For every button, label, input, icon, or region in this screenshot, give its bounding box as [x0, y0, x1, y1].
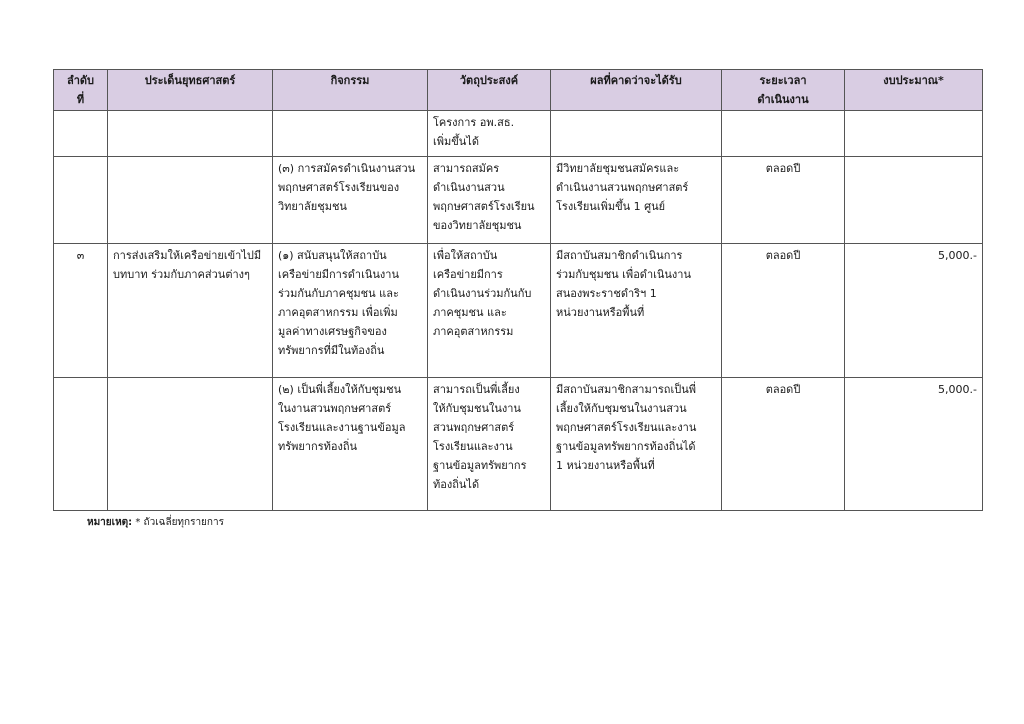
- cell-text-line: ดำเนินงานร่วมกันกับ: [433, 287, 532, 300]
- cell-text-line: การส่งเสริมให้เครือข่ายเข้าไปมี: [113, 249, 262, 262]
- cell-text-line: สามารถเป็นพี่เลี้ยง: [433, 383, 520, 396]
- cell-text-line: กิจกรรม: [330, 74, 370, 87]
- cell-text-line: ดำเนินงาน: [757, 93, 809, 106]
- footnote: [87, 515, 224, 530]
- cell-text-line: ดำเนินงานสวน: [433, 181, 505, 194]
- cell-text-line: ทรัพยากรท้องถิ่น: [278, 440, 358, 453]
- cell-text-line: มีสถาบันสมาชิกดำเนินการ: [556, 249, 683, 262]
- cell-time: ตลอดปี: [722, 244, 845, 378]
- header-result: [551, 70, 722, 111]
- cell-no: [54, 111, 108, 157]
- cell-text-line: สนองพระราชดำริฯ 1: [556, 287, 657, 300]
- header-time: [722, 70, 845, 111]
- cell-text-line: ฐานข้อมูลทรัพยากร: [433, 459, 527, 472]
- cell-budget: [845, 157, 983, 244]
- cell-text-line: ของวิทยาลัยชุมชน: [433, 219, 522, 232]
- cell-text-line: พฤกษศาสตร์โรงเรียนของ: [278, 181, 400, 194]
- cell-text-line: ท้องถิ่นได้: [433, 478, 480, 491]
- footnote-label: หมายเหตุ:: [87, 517, 133, 528]
- cell-objective: [428, 244, 551, 378]
- cell-text-line: โรงเรียนเพิ่มขึ้น 1 ศูนย์: [556, 200, 666, 213]
- cell-time: ตลอดปี: [722, 378, 845, 511]
- table-row: [54, 157, 983, 244]
- table-row: [54, 111, 983, 157]
- cell-text-line: เครือข่ายมีการดำเนินงาน: [278, 268, 399, 281]
- header-budget: [845, 70, 983, 111]
- cell-activity: [273, 378, 428, 511]
- cell-no: ๓: [54, 244, 108, 378]
- cell-strategy: [108, 111, 273, 157]
- cell-text-line: ทรัพยากรที่มีในท้องถิ่น: [278, 344, 385, 357]
- cell-text-line: โรงเรียนและงานฐานข้อมูล: [278, 421, 406, 434]
- cell-strategy: [108, 244, 273, 378]
- cell-budget: [845, 111, 983, 157]
- footnote-text: * ถัวเฉลี่ยทุกรายการ: [135, 517, 224, 528]
- cell-text-line: ผลที่คาดว่าจะได้รับ: [590, 74, 682, 87]
- cell-no: [54, 157, 108, 244]
- cell-strategy: [108, 378, 273, 511]
- cell-text-line: โรงเรียนและงาน: [433, 440, 513, 453]
- cell-objective: [428, 157, 551, 244]
- cell-text-line: เพื่อให้สถาบัน: [433, 249, 498, 262]
- cell-text-line: หน่วยงานหรือพื้นที่: [556, 306, 645, 319]
- cell-text-line: 1 หน่วยงานหรือพื้นที่: [556, 459, 655, 472]
- cell-objective: [428, 111, 551, 157]
- cell-text-line: โครงการ อพ.สธ.: [433, 116, 515, 129]
- cell-text-line: เครือข่ายมีการ: [433, 268, 503, 281]
- cell-text-line: ที่: [76, 93, 85, 106]
- cell-text-line: ภาคอุตสาหกรรม เพื่อเพิ่ม: [278, 306, 398, 319]
- cell-activity: [273, 244, 428, 378]
- header-no: [54, 70, 108, 111]
- cell-text-line: ภาคอุตสาหกรรม: [433, 325, 514, 338]
- table-row: [54, 378, 983, 511]
- header-strategy: [108, 70, 273, 111]
- cell-text-line: วัตถุประสงค์: [459, 74, 519, 87]
- cell-text-line: เลี้ยงให้กับชุมชนในงานสวน: [556, 402, 687, 415]
- cell-result: [551, 111, 722, 157]
- cell-text-line: มูลค่าทางเศรษฐกิจของ: [278, 325, 387, 338]
- cell-text-line: วิทยาลัยชุมชน: [278, 200, 347, 213]
- cell-no: [54, 378, 108, 511]
- cell-result: [551, 378, 722, 511]
- cell-activity: [273, 111, 428, 157]
- cell-text-line: ลำดับ: [66, 74, 95, 87]
- cell-text-line: มีสถาบันสมาชิกสามารถเป็นพี่: [556, 383, 696, 396]
- cell-text-line: ภาคชุมชน และ: [433, 306, 507, 319]
- cell-text-line: ร่วมกันกับภาคชุมชน และ: [278, 287, 399, 300]
- cell-text-line: ดำเนินงานสวนพฤกษศาสตร์: [556, 181, 689, 194]
- strategy-plan-table: [53, 69, 983, 511]
- cell-text-line: (๓) การสมัครดำเนินงานสวน: [278, 162, 416, 175]
- cell-text-line: ระยะเวลา: [759, 74, 807, 87]
- cell-activity: [273, 157, 428, 244]
- cell-text-line: พฤกษศาสตร์โรงเรียน: [433, 200, 535, 213]
- cell-text-line: สามารถสมัคร: [433, 162, 500, 175]
- cell-text-line: ร่วมกับชุมชน เพื่อดำเนินงาน: [556, 268, 691, 281]
- cell-text-line: งบประมาณ*: [883, 74, 944, 87]
- table-row: [54, 244, 983, 378]
- cell-text-line: (๒) เป็นพี่เลี้ยงให้กับชุมชน: [278, 383, 402, 396]
- cell-text-line: (๑) สนับสนุนให้สถาบัน: [278, 249, 387, 262]
- cell-objective: [428, 378, 551, 511]
- header-objective: [428, 70, 551, 111]
- cell-text-line: สวนพฤกษศาสตร์: [433, 421, 515, 434]
- table-header-row: [54, 70, 983, 111]
- cell-text-line: ฐานข้อมูลทรัพยากรท้องถิ่นได้: [556, 440, 696, 453]
- cell-time: [722, 111, 845, 157]
- cell-budget: 5,000.-: [845, 378, 983, 511]
- cell-text-line: มีวิทยาลัยชุมชนสมัครและ: [556, 162, 680, 175]
- cell-time: ตลอดปี: [722, 157, 845, 244]
- cell-text-line: บทบาท ร่วมกับภาคส่วนต่างๆ: [113, 268, 250, 281]
- cell-result: [551, 157, 722, 244]
- cell-result: [551, 244, 722, 378]
- cell-text-line: ให้กับชุมชนในงาน: [433, 402, 521, 415]
- header-activity: [273, 70, 428, 111]
- cell-text-line: ประเด็นยุทธศาสตร์: [144, 74, 236, 87]
- cell-text-line: พฤกษศาสตร์โรงเรียนและงาน: [556, 421, 697, 434]
- cell-text-line: ในงานสวนพฤกษศาสตร์: [278, 402, 392, 415]
- cell-budget: 5,000.-: [845, 244, 983, 378]
- cell-strategy: [108, 157, 273, 244]
- cell-text-line: เพิ่มขึ้นได้: [433, 135, 479, 148]
